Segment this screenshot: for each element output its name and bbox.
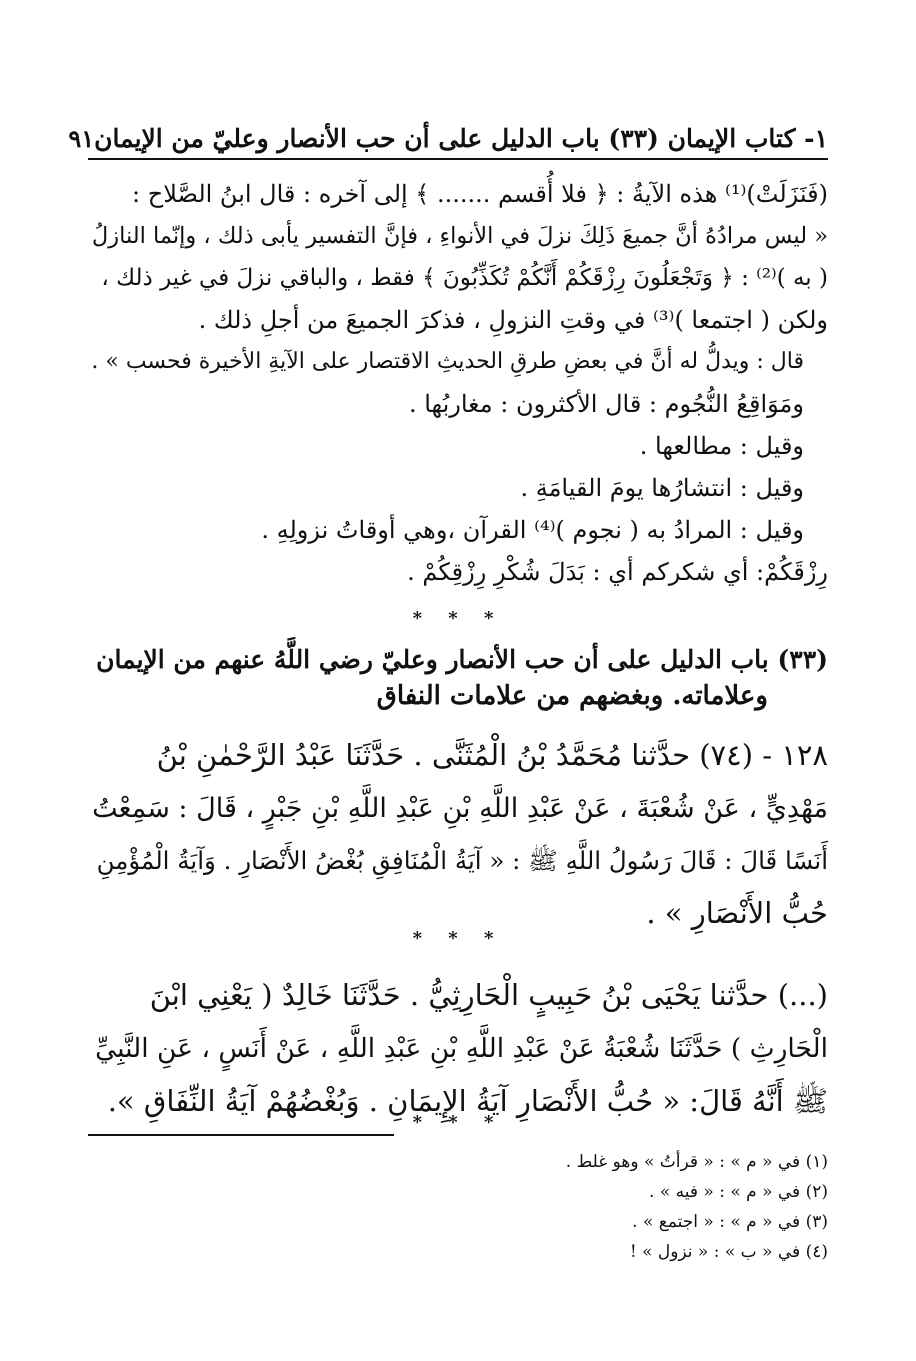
chapter-heading-line: (٣٣) باب الدليل على أن حب الأنصار وعليّ رضي اللَّهُ عنهم من الإيمان xyxy=(96,645,828,674)
commentary-line: وقيل : مطالعها . xyxy=(639,432,804,460)
footnote: (١) في « م » : « قرأتُ » وهو غلط . xyxy=(565,1152,828,1172)
footnote: (٢) في « م » : « فيه » . xyxy=(649,1182,828,1202)
commentary-line: وقيل : انتشارُها يومَ القيامَةِ . xyxy=(520,474,804,502)
commentary-line: ( به )⁽²⁾ : ﴿ وَتَجْعَلُونَ رِزْقَكُمْ أَنَّكُمْ تُكَذِّبُونَ ﴾ فقط ، والباقي نزلَ في غير ذلك ، xyxy=(101,265,828,291)
commentary-line: وقيل : المرادُ به ( نجوم )⁽⁴⁾ القرآن ،وهي أوقاتُ نزولِهِ . xyxy=(261,516,804,544)
hadith-line: ١٢٨ - (٧٤) حدَّثنا مُحَمَّدُ بْنُ الْمُثَنَّى . حَدَّثَنَا عَبْدُ الرَّحْمٰنِ بْنُ xyxy=(156,738,828,772)
footnote: (٣) في « م » : « اجتمع » . xyxy=(632,1212,828,1232)
section-separator: * * * xyxy=(412,928,504,949)
commentary-line: « ليس مرادُهُ أنَّ جميعَ ذَلِكَ نزلَ في الأنواءِ ، فإنَّ التفسير يأبى ذلك ، وإنّما النازلُ xyxy=(91,223,828,249)
commentary-line: ولكن ( اجتمعا )⁽³⁾ في وقتِ النزولِ ، فذكرَ الجميعَ من أجلِ ذلك . xyxy=(198,306,828,334)
chapter-heading-line: وعلاماته. وبغضهم من علامات النفاق xyxy=(376,681,768,711)
hadith-line: مَهْدِيٍّ ، عَنْ شُعْبَةَ ، عَنْ عَبْدِ اللَّهِ بْنِ عَبْدِ اللَّهِ بْنِ جَبْرٍ ، قَالَ : سَمِعْتُ xyxy=(92,793,828,824)
running-header xyxy=(68,118,828,160)
commentary-line: قال : ويدلُّ له أنَّ في بعضِ طرقِ الحديثِ الاقتصار على الآيةِ الأخيرة فحسب » . xyxy=(91,349,804,374)
hadith-line: أَنَسًا قَالَ : قَالَ رَسُولُ اللَّهِ ﷺ : « آيَةُ الْمُنَافِقِ بُغْضُ الأَنْصَارِ . وَآيَةُ الْمُؤْمِنِ xyxy=(96,846,828,875)
footnote-rule xyxy=(88,1134,394,1136)
footnote: (٤) في « ب » : « نزول » ! xyxy=(629,1242,828,1262)
commentary-line: ومَوَاقِعُ النُّجُوم : قال الأكثرون : مغاربُها . xyxy=(408,390,804,418)
section-separator: * * * xyxy=(412,1112,504,1133)
commentary-line: رِزْقَكُمْ: أي شكركم أي : بَدَلَ شُكْرِ رِزْقِكُمْ . xyxy=(407,558,828,586)
hadith-line: الْحَارِثِ ) حَدَّثَنَا شُعْبَةُ عَنْ عَبْدِ اللَّهِ بْنِ عَبْدِ اللَّهِ ، عَنْ أَنَسٍ ، عَنِ النَّبِيِّ xyxy=(95,1033,828,1064)
hadith-line: ﷺ أَنَّهُ قَالَ: « حُبُّ الأَنْصَارِ آيَةُ الإِيمَانِ . وَبُغْضُهُمْ آيَةُ النِّفَاقِ ». xyxy=(107,1084,828,1118)
section-separator: * * * xyxy=(412,608,504,629)
book-page xyxy=(68,110,828,1310)
hadith-line: (...) حدَّثنا يَحْيَى بْنُ حَبِيبٍ الْحَارِثِيُّ . حَدَّثَنَا خَالِدٌ ( يَعْنِي ابْنَ xyxy=(149,978,828,1012)
page-number: ٩١ xyxy=(68,123,95,153)
hadith-line: حُبُّ الأَنْصَارِ » . xyxy=(646,896,828,930)
header-title: ١- كتاب الإيمان (٣٣) باب الدليل على أن حب الأنصار وعليّ من الإيمان xyxy=(94,123,828,153)
commentary-line: (فَنَزَلَتْ)⁽¹⁾ هذه الآيةُ : ﴿ فلا أُقسم ....... ﴾ إلى آخره : قال ابنُ الصَّلاح : xyxy=(131,180,828,208)
